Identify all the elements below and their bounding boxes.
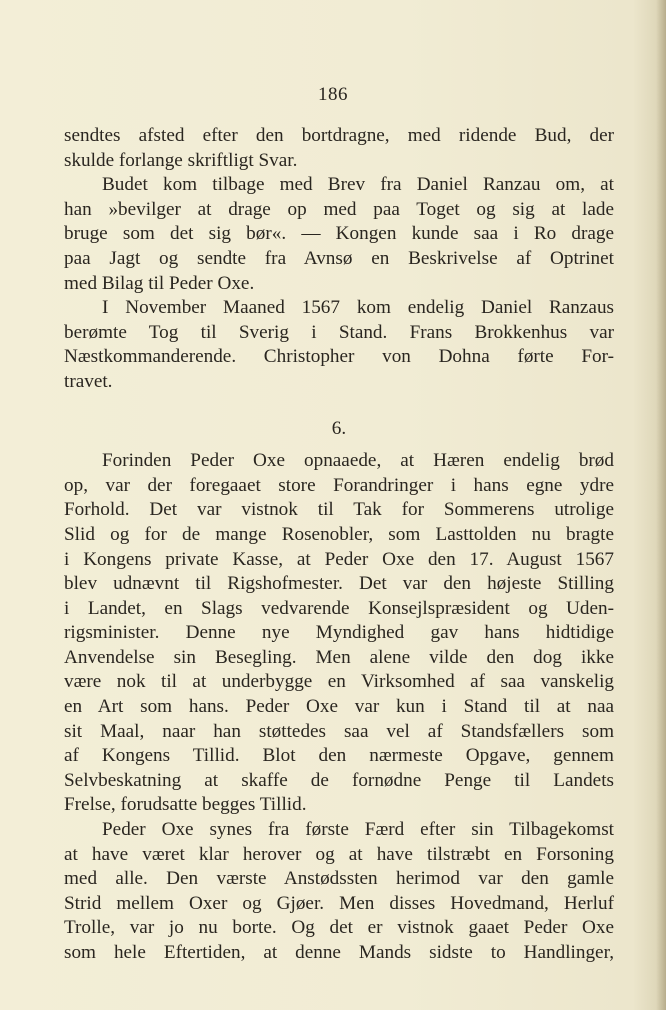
page-number: 186 bbox=[318, 84, 348, 105]
page-edge-shadow bbox=[656, 0, 666, 1010]
text-line: travet. bbox=[64, 370, 113, 392]
text-line: Forinden Peder Oxe opnaaede, at Hæren endelig brød bbox=[102, 450, 614, 472]
text-line: paa Jagt og sendte fra Avnsø en Beskrivelse af Optrinet bbox=[64, 247, 614, 269]
text-line: som hele Eftertiden, at denne Mands sidste to Handlinger, bbox=[64, 942, 614, 963]
text-line: rigsminister. Denne nye Myndighed gav hans hidtidige bbox=[64, 622, 614, 644]
body-text bbox=[64, 124, 614, 966]
text-line: Forhold. Det var vistnok til Tak for Sommerens utrolige bbox=[64, 499, 614, 521]
text-line: sendtes afsted efter den bortdragne, med ridende Bud, der bbox=[64, 125, 614, 146]
text-line: med alle. Den værste Anstødssten herimod var den gamle bbox=[64, 868, 614, 890]
text-line: I November Maaned 1567 kom endelig Daniel Ranzaus bbox=[102, 297, 614, 319]
text-line: Strid mellem Oxer og Gjøer. Men disses Hovedmand, Herluf bbox=[64, 892, 614, 914]
text-line: Budet kom tilbage med Brev fra Daniel Ranzau om, at bbox=[102, 174, 614, 196]
text-line: Slid og for de mange Rosenobler, som Lasttolden nu bragte bbox=[64, 523, 614, 545]
section-heading: 6. bbox=[331, 417, 347, 439]
text-line: Peder Oxe synes fra første Færd efter sin Tilbagekomst bbox=[102, 819, 614, 841]
text-line: en Art som hans. Peder Oxe var kun i Stand til at naa bbox=[64, 696, 614, 718]
text-line: at have været klar herover og at have tilstræbt en Forsoning bbox=[64, 843, 614, 865]
text-line: Næstkommanderende. Christopher von Dohna førte For- bbox=[64, 346, 614, 368]
text-line: Selvbeskatning at skaffe de fornødne Penge til Landets bbox=[64, 769, 614, 791]
text-line: skulde forlange skriftligt Svar. bbox=[64, 149, 298, 171]
text-line: berømte Tog til Sverig i Stand. Frans Brokkenhus var bbox=[64, 321, 614, 343]
text-line: i Landet, en Slags vedvarende Konsejlspræsident og Uden- bbox=[64, 597, 614, 619]
text-line: bruge som det sig bør«. — Kongen kunde saa i Ro drage bbox=[64, 223, 614, 245]
text-line: være nok til at underbygge en Virksomhed af saa vanskelig bbox=[64, 671, 614, 693]
text-line: op, var der foregaaet store Forandringer i hans egne ydre bbox=[64, 474, 614, 496]
text-line: blev udnævnt til Rigshofmester. Det var den højeste Stilling bbox=[64, 573, 614, 595]
text-line: af Kongens Tillid. Blot den nærmeste Opgave, gennem bbox=[64, 745, 614, 767]
text-line: sit Maal, naar han støttedes saa vel af Standsfællers som bbox=[64, 720, 614, 742]
text-line: Trolle, var jo nu borte. Og det er vistnok gaaet Peder Oxe bbox=[64, 917, 614, 939]
text-line: han »bevilger at drage op med paa Toget og sig at lade bbox=[64, 198, 614, 220]
text-line: med Bilag til Peder Oxe. bbox=[64, 272, 255, 294]
text-line: Frelse, forudsatte begges Tillid. bbox=[64, 794, 307, 816]
text-line: i Kongens private Kasse, at Peder Oxe den 17. August 1567 bbox=[64, 548, 614, 570]
text-line: Anvendelse sin Besegling. Men alene vilde den dog ikke bbox=[64, 646, 614, 668]
